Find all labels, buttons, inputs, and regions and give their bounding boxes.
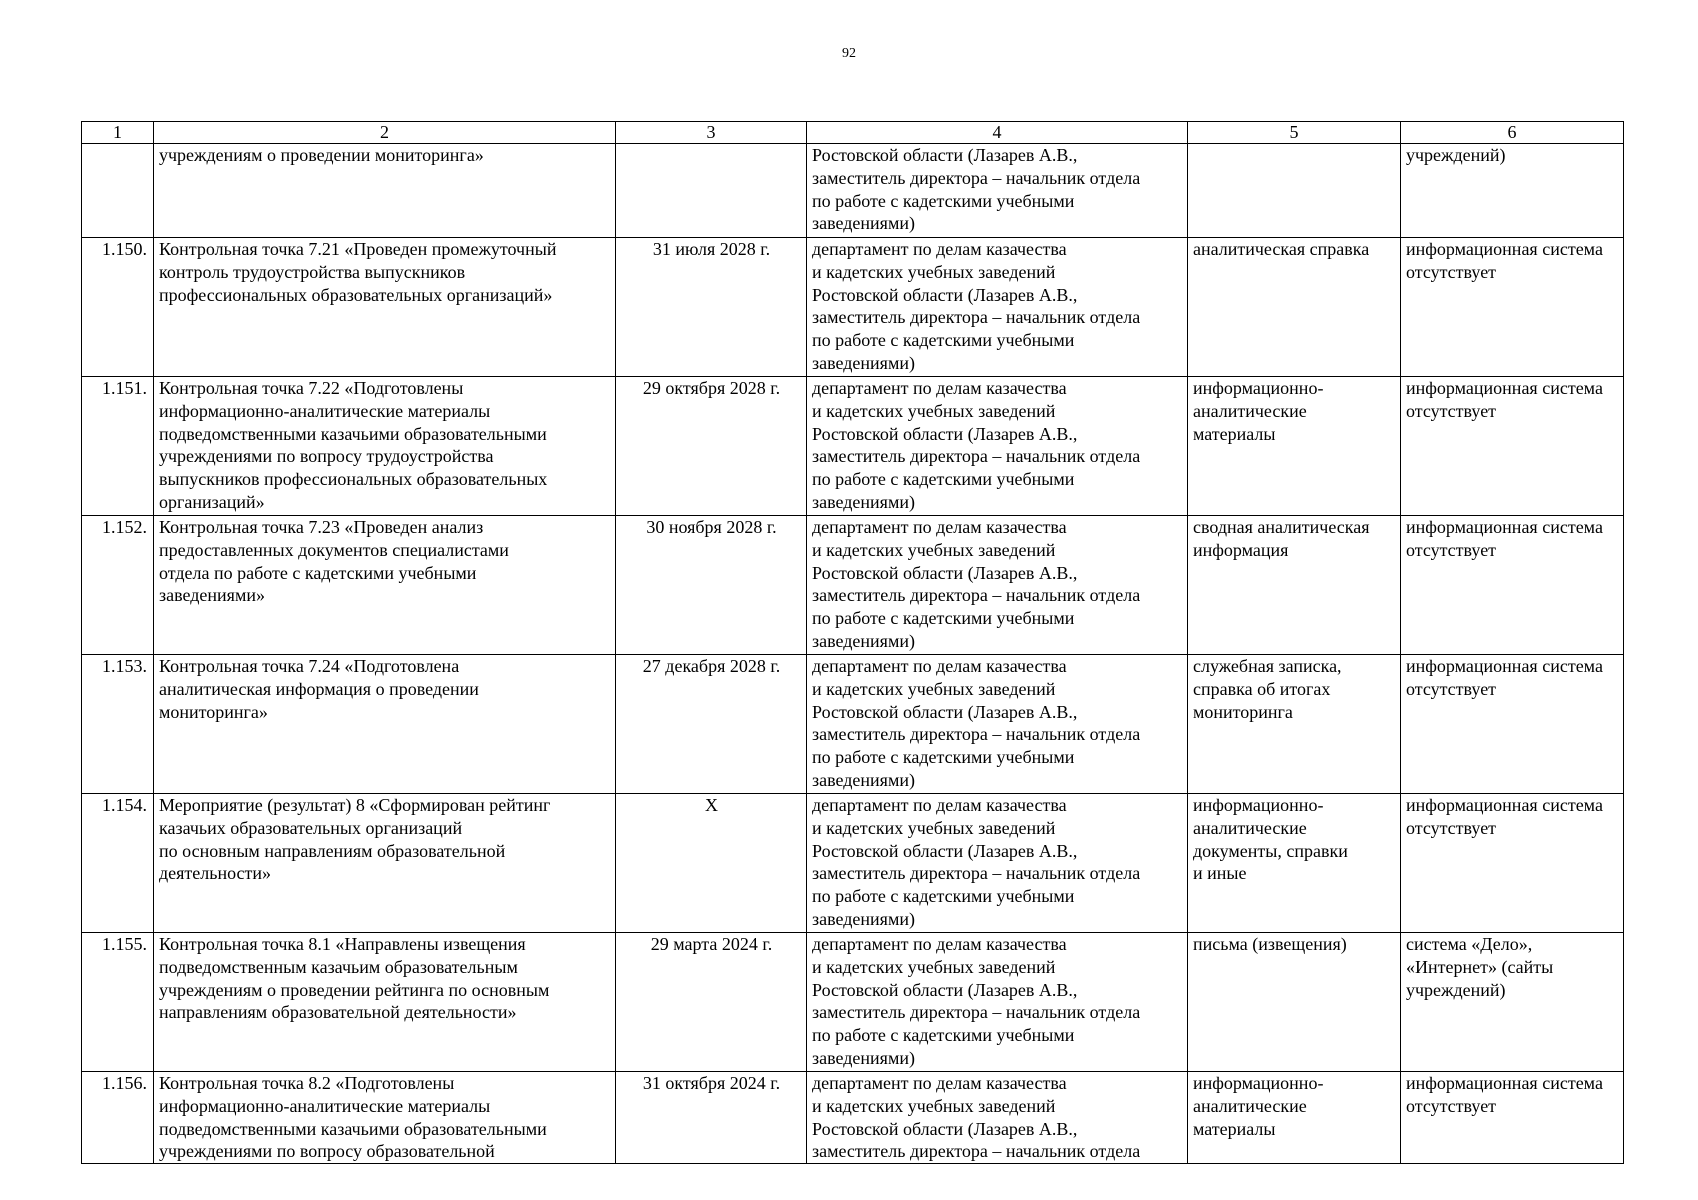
- event-cell: Контрольная точка 8.2 «Подготовлены информационно-аналитические материалы подведомственными казачьими образовательными учреждениями по вопросу образовательной: [154, 1072, 616, 1164]
- table-row: [82, 1072, 1624, 1164]
- column-header-5: 5: [1188, 122, 1401, 144]
- header-row: [82, 122, 1624, 144]
- table-row: [82, 516, 1624, 655]
- responsible-cell: департамент по делам казачества и кадетских учебных заведений Ростовской области (Лазарев А.В., заместитель директора – начальник отдела по работе с кадетскими учебными заведениями): [807, 516, 1188, 655]
- responsible-cell: департамент по делам казачества и кадетских учебных заведений Ростовской области (Лазарев А.В., заместитель директора – начальник отдела: [807, 1072, 1188, 1164]
- date-cell: [616, 144, 807, 238]
- table-row: [82, 933, 1624, 1072]
- column-header-6: 6: [1401, 122, 1624, 144]
- responsible-cell: Ростовской области (Лазарев А.В., заместитель директора – начальник отдела по работе с кадетскими учебными заведениями): [807, 144, 1188, 238]
- row-number: 1.150.: [82, 238, 154, 377]
- system-cell: учреждений): [1401, 144, 1624, 238]
- event-cell: Контрольная точка 7.21 «Проведен промежуточный контроль трудоустройства выпускников профессиональных образовательных организаций»: [154, 238, 616, 377]
- plan-table: [81, 121, 1624, 1164]
- system-cell: информационная система отсутствует: [1401, 377, 1624, 516]
- date-cell: 31 июля 2028 г.: [616, 238, 807, 377]
- date-cell: 29 октября 2028 г.: [616, 377, 807, 516]
- table-row: [82, 238, 1624, 377]
- event-cell: учреждениям о проведении мониторинга»: [154, 144, 616, 238]
- event-cell: Мероприятие (результат) 8 «Сформирован рейтинг казачьих образовательных организаций по основным направлениям образовательной деятельности»: [154, 794, 616, 933]
- column-header-4: 4: [807, 122, 1188, 144]
- system-cell: информационная система отсутствует: [1401, 516, 1624, 655]
- system-cell: информационная система отсутствует: [1401, 655, 1624, 794]
- system-cell: информационная система отсутствует: [1401, 238, 1624, 377]
- row-number: 1.155.: [82, 933, 154, 1072]
- row-number: 1.152.: [82, 516, 154, 655]
- event-cell: Контрольная точка 7.24 «Подготовлена аналитическая информация о проведении мониторинга»: [154, 655, 616, 794]
- system-cell: информационная система отсутствует: [1401, 1072, 1624, 1164]
- table-row: [82, 794, 1624, 933]
- document-cell: сводная аналитическая информация: [1188, 516, 1401, 655]
- event-cell: Контрольная точка 7.22 «Подготовлены информационно-аналитические материалы подведомственными казачьими образовательными учреждениями по вопросу трудоустройства выпускников профессиональных образовательных организаций»: [154, 377, 616, 516]
- row-number: 1.153.: [82, 655, 154, 794]
- responsible-cell: департамент по делам казачества и кадетских учебных заведений Ростовской области (Лазарев А.В., заместитель директора – начальник отдела по работе с кадетскими учебными заведениями): [807, 933, 1188, 1072]
- table-row: [82, 655, 1624, 794]
- responsible-cell: департамент по делам казачества и кадетских учебных заведений Ростовской области (Лазарев А.В., заместитель директора – начальник отдела по работе с кадетскими учебными заведениями): [807, 377, 1188, 516]
- document-cell: информационно- аналитические материалы: [1188, 377, 1401, 516]
- date-cell: 30 ноября 2028 г.: [616, 516, 807, 655]
- column-header-2: 2: [154, 122, 616, 144]
- document-cell: [1188, 144, 1401, 238]
- document-cell: информационно- аналитические документы, справки и иные: [1188, 794, 1401, 933]
- responsible-cell: департамент по делам казачества и кадетских учебных заведений Ростовской области (Лазарев А.В., заместитель директора – начальник отдела по работе с кадетскими учебными заведениями): [807, 794, 1188, 933]
- document-cell: письма (извещения): [1188, 933, 1401, 1072]
- document-cell: служебная записка, справка об итогах мониторинга: [1188, 655, 1401, 794]
- document-cell: аналитическая справка: [1188, 238, 1401, 377]
- column-header-1: 1: [82, 122, 154, 144]
- system-cell: информационная система отсутствует: [1401, 794, 1624, 933]
- column-header-3: 3: [616, 122, 807, 144]
- responsible-cell: департамент по делам казачества и кадетских учебных заведений Ростовской области (Лазарев А.В., заместитель директора – начальник отдела по работе с кадетскими учебными заведениями): [807, 655, 1188, 794]
- date-cell: 27 декабря 2028 г.: [616, 655, 807, 794]
- system-cell: система «Дело», «Интернет» (сайты учреждений): [1401, 933, 1624, 1072]
- event-cell: Контрольная точка 8.1 «Направлены извещения подведомственным казачьим образовательным учреждениям о проведении рейтинга по основным направлениям образовательной деятельности»: [154, 933, 616, 1072]
- date-cell: 31 октября 2024 г.: [616, 1072, 807, 1164]
- event-cell: Контрольная точка 7.23 «Проведен анализ предоставленных документов специалистами отдела по работе с кадетскими учебными заведениями»: [154, 516, 616, 655]
- row-number: 1.156.: [82, 1072, 154, 1164]
- row-number: [82, 144, 154, 238]
- date-cell: X: [616, 794, 807, 933]
- table-row: [82, 144, 1624, 238]
- page-number: 92: [842, 46, 856, 61]
- date-cell: 29 марта 2024 г.: [616, 933, 807, 1072]
- document-cell: информационно- аналитические материалы: [1188, 1072, 1401, 1164]
- row-number: 1.151.: [82, 377, 154, 516]
- table-row: [82, 377, 1624, 516]
- responsible-cell: департамент по делам казачества и кадетских учебных заведений Ростовской области (Лазарев А.В., заместитель директора – начальник отдела по работе с кадетскими учебными заведениями): [807, 238, 1188, 377]
- row-number: 1.154.: [82, 794, 154, 933]
